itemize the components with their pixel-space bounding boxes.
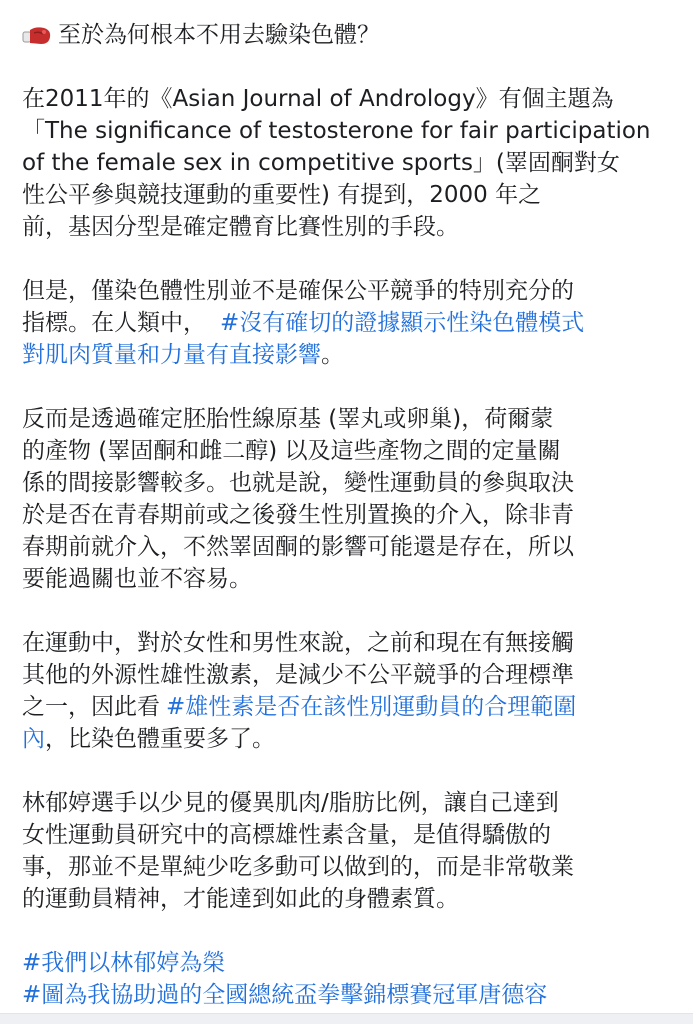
heading-text: 至於為何根本不用去驗染色體？ [58,22,380,48]
paragraph-text: ，比染色體重要多了。 [45,726,275,752]
paragraph-line [22,339,674,371]
paragraph-line: of the female sex in competitive sports」(睪固酮對女 [22,150,620,176]
paragraph-line: 的運動員精神，才能達到如此的身體素質。 [22,886,459,912]
paragraph-line: 但是，僅染色體性別並不是確保公平競爭的特別充分的 [22,278,574,304]
post-divider [0,1013,693,1024]
paragraph-line [22,691,674,723]
paragraph-line: 林郁婷選手以少見的優異肌肉/脂肪比例，讓自己達到 [22,790,559,816]
paragraph-2 [22,275,674,371]
paragraph-text: 之一，因此看 [22,694,160,720]
paragraph-line: 反而是透過確定胚胎性線原基 (睪丸或卵巢)，荷爾蒙 [22,406,554,432]
paragraph-line: 春期前就介入，不然睪固酮的影響可能還是存在，所以 [22,534,574,560]
hashtag-link-androgen[interactable]: #雄性素是否在該性別運動員的合理範圍 [166,694,577,720]
hashtag-link-proud[interactable]: #我們以林郁婷為榮 [22,950,226,976]
paragraph-line: 係的間接影響較多。也就是說，變性運動員的參與取決 [22,470,574,496]
paragraph-line: 性公平參與競技運動的重要性) 有提到，2000 年之 [22,182,542,208]
post-body [22,19,674,1011]
paragraph-line: 在運動中，對於女性和男性來說，之前和現在有無接觸 [22,630,574,656]
hashtag-link-chromosome-cont[interactable]: 對肌肉質量和力量有直接影響 [22,342,321,368]
paragraph-line [22,723,674,755]
paragraph-1 [22,83,674,243]
hashtag-line [22,979,674,1011]
paragraph-line [22,307,674,339]
paragraph-line: 事，那並不是單純少吃多動可以做到的，而是非常敬業 [22,854,574,880]
hashtag-link-chromosome[interactable]: #沒有確切的證據顯示性染色體模式 [220,310,585,336]
boxing-glove-icon [22,24,52,46]
paragraph-line: 其他的外源性雄性激素，是減少不公平競爭的合理標準 [22,662,574,688]
paragraph-text: 。 [321,342,344,368]
paragraph-line: 「The significance of testosterone for fair participation [22,118,651,144]
paragraph-line: 前，基因分型是確定體育比賽性別的手段。 [22,214,459,240]
paragraph-text: 指標。在人類中， [22,310,206,336]
paragraph-line: 女性運動員研究中的高標雄性素含量，是值得驕傲的 [22,822,551,848]
paragraph-line: 要能過關也並不容易。 [22,566,252,592]
paragraph-line: 於是否在青春期前或之後發生性別置換的介入，除非青 [22,502,574,528]
paragraph-4 [22,627,674,755]
paragraph-3 [22,403,674,595]
paragraph-line: 的產物 (睪固酮和雌二醇) 以及這些產物之間的定量關 [22,438,561,464]
hashtag-line [22,947,674,979]
hashtag-link-photo[interactable]: #圖為我協助過的全國總統盃拳擊錦標賽冠軍唐德容 [22,982,548,1008]
paragraph-line: 在2011年的《Asian Journal of Andrology》有個主題為 [22,86,614,112]
paragraph-5 [22,787,674,915]
post-heading [22,19,674,51]
hashtag-link-androgen-cont[interactable]: 內 [22,726,45,752]
